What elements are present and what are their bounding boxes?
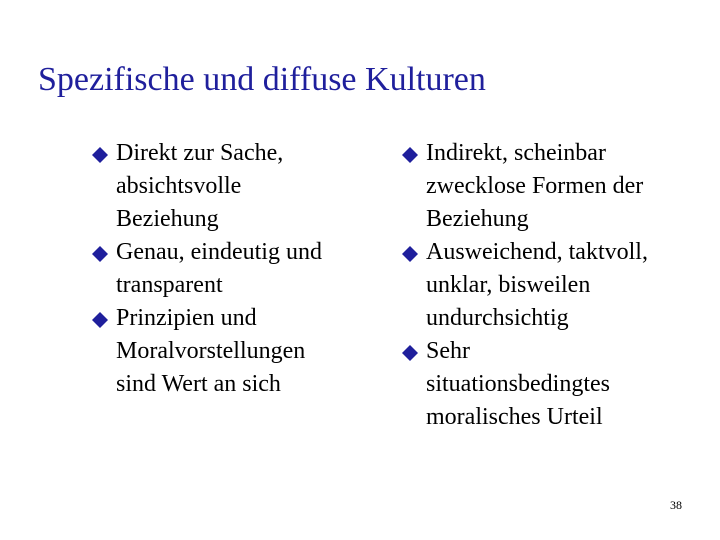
- bullet-item: [400, 335, 700, 434]
- bullet-line: unklar, bisweilen: [426, 272, 591, 298]
- bullet-item: [90, 236, 360, 302]
- bullet-line: sind Wert an sich: [116, 371, 281, 397]
- diamond-bullet-icon: [402, 345, 418, 361]
- bullet-line: Sehr: [426, 338, 470, 364]
- diamond-bullet-icon: [92, 246, 108, 262]
- bullet-line: absichtsvolle: [116, 173, 242, 199]
- bullet-line: Genau, eindeutig und: [116, 239, 322, 265]
- diamond-bullet-icon: [92, 312, 108, 328]
- bullet-line: Direkt zur Sache,: [116, 140, 284, 166]
- bullet-line: Beziehung: [116, 206, 219, 232]
- bullet-line: Prinzipien und: [116, 305, 257, 331]
- diamond-bullet-icon: [402, 147, 418, 163]
- diamond-bullet-icon: [92, 147, 108, 163]
- bullet-item: [90, 302, 360, 401]
- bullet-item: [400, 236, 700, 335]
- bullet-line: zwecklose Formen der: [426, 173, 644, 199]
- bullet-line: Ausweichend, taktvoll,: [426, 239, 648, 265]
- diamond-bullet-icon: [402, 246, 418, 262]
- right-column-diffuse: [400, 137, 700, 434]
- bullet-line: Beziehung: [426, 206, 529, 232]
- bullet-item: [400, 137, 700, 236]
- slide-title: Spezifische und diffuse Kulturen: [38, 61, 486, 98]
- bullet-line: transparent: [116, 272, 223, 298]
- bullet-line: moralisches Urteil: [426, 404, 603, 430]
- page-number: 38: [670, 498, 682, 512]
- bullet-line: undurchsichtig: [426, 305, 569, 331]
- bullet-item: [90, 137, 360, 236]
- left-column-specific: [90, 137, 360, 401]
- bullet-line: Moralvorstellungen: [116, 338, 306, 364]
- bullet-line: Indirekt, scheinbar: [426, 140, 606, 166]
- bullet-line: situationsbedingtes: [426, 371, 610, 397]
